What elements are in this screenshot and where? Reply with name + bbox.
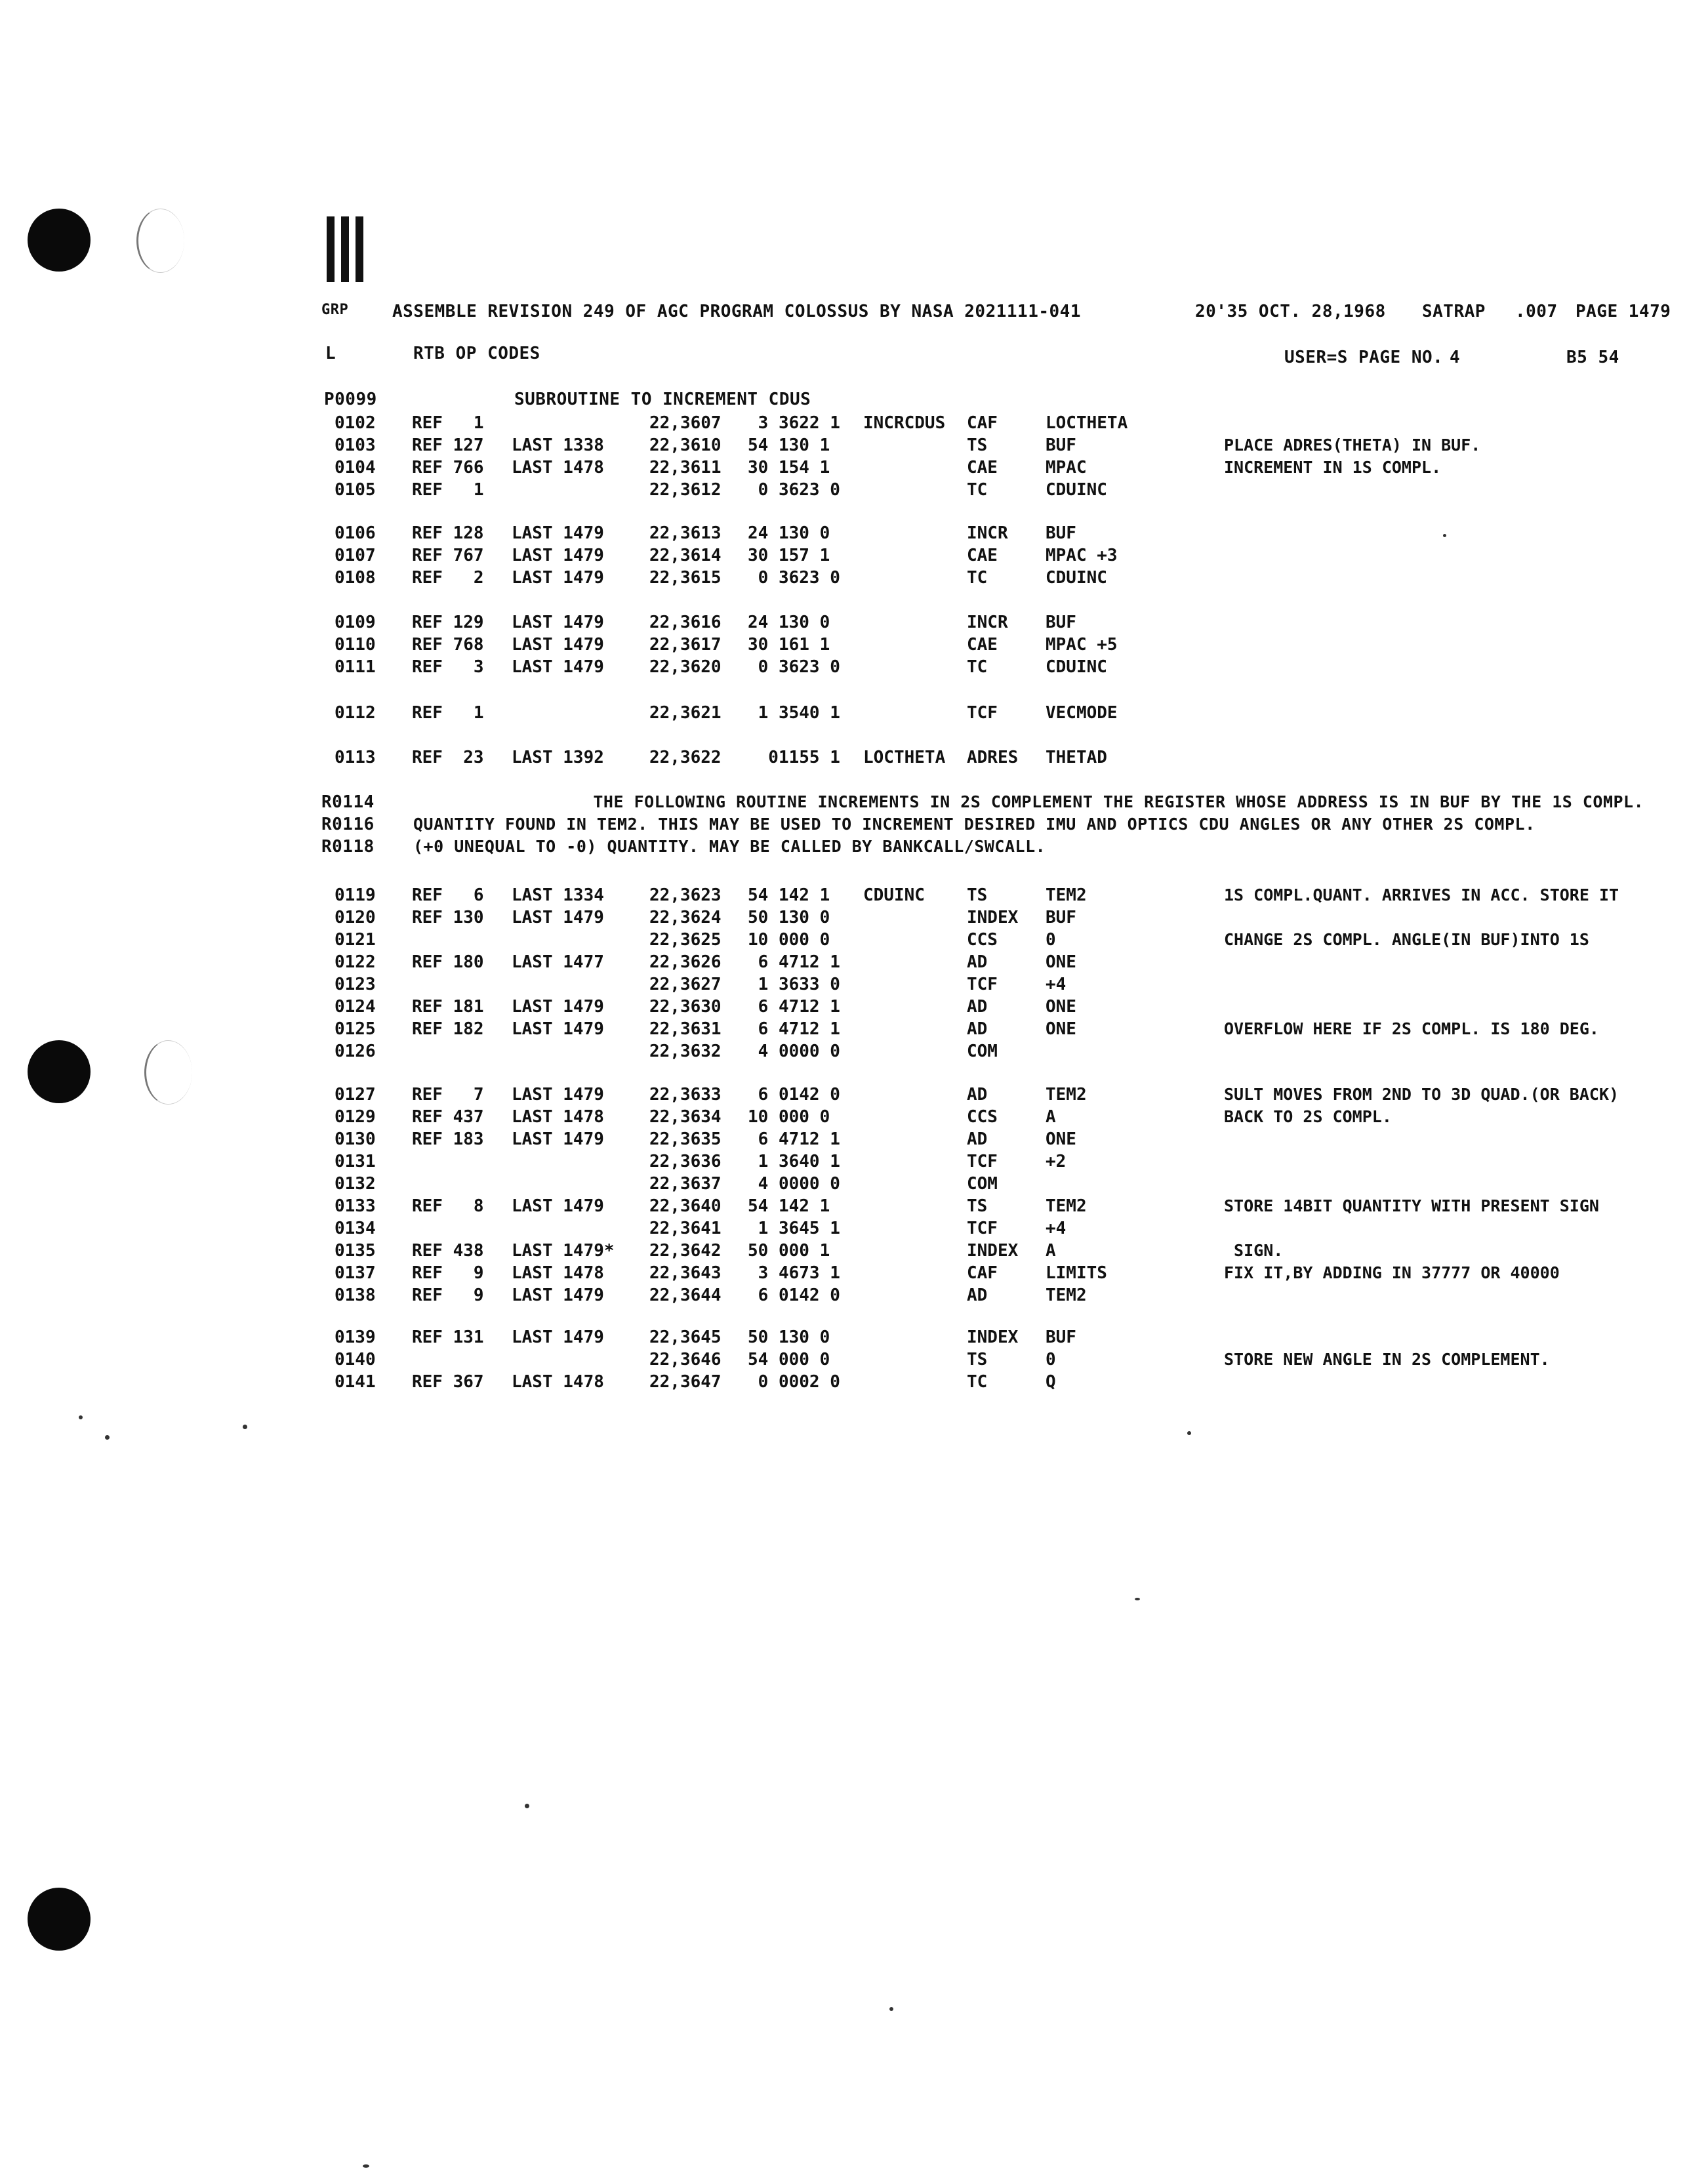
opcode: AD: [967, 997, 988, 1017]
octal-code: 0 0002 0: [748, 1372, 840, 1392]
octal-code: 4 0000 0: [748, 1042, 840, 1061]
address: 22,3643: [649, 1263, 722, 1283]
last-ref: LAST 1478: [512, 1107, 604, 1127]
octal-code: 0 3623 0: [748, 568, 840, 588]
last-ref: LAST 1477: [512, 952, 604, 972]
seq-number: 0108: [335, 568, 376, 588]
comment: OVERFLOW HERE IF 2S COMPL. IS 180 DEG.: [1224, 1019, 1599, 1038]
octal-code: 54 142 1: [748, 1196, 830, 1216]
subheader-title: RTB OP CODES: [413, 344, 540, 363]
ref-count: REF 1: [412, 480, 484, 500]
last-ref: LAST 1479: [512, 568, 604, 588]
remark-id: R0116: [321, 815, 375, 834]
address: 22,3631: [649, 1019, 722, 1039]
comment: 1S COMPL.QUANT. ARRIVES IN ACC. STORE IT: [1224, 885, 1619, 904]
octal-code: 6 4712 1: [748, 997, 840, 1017]
punch-hole-top: [28, 209, 91, 272]
opcode: CAE: [967, 546, 998, 565]
ref-count: REF 767: [412, 546, 484, 565]
opcode: INCR: [967, 523, 1008, 543]
opcode: CAE: [967, 458, 998, 477]
ref-count: REF 7: [412, 1085, 484, 1105]
last-ref: LAST 1479: [512, 523, 604, 543]
opcode: AD: [967, 1019, 988, 1039]
last-ref: LAST 1479: [512, 1085, 604, 1105]
comment: CHANGE 2S COMPL. ANGLE(IN BUF)INTO 1S: [1224, 930, 1589, 949]
octal-code: 3 3622 1: [748, 413, 840, 433]
seq-number: 0102: [335, 413, 376, 433]
seq-number: 0104: [335, 458, 376, 477]
operand: A: [1046, 1241, 1056, 1261]
last-ref: LAST 1479: [512, 1129, 604, 1149]
symbol-label: LOCTHETA: [863, 748, 946, 767]
address: 22,3644: [649, 1286, 722, 1305]
octal-code: 1 3633 0: [748, 975, 840, 994]
user-page-label: USER=S PAGE NO.: [1284, 348, 1444, 367]
octal-code: 6 4712 1: [748, 952, 840, 972]
seq-number: 0105: [335, 480, 376, 500]
symbol-label: INCRCDUS: [863, 413, 946, 433]
ref-count: REF 127: [412, 436, 484, 455]
last-ref: LAST 1479: [512, 1196, 604, 1216]
ref-count: REF 183: [412, 1129, 484, 1149]
address: 22,3647: [649, 1372, 722, 1392]
opcode: TC: [967, 480, 988, 500]
opcode: AD: [967, 952, 988, 972]
ref-count: REF 6: [412, 885, 484, 905]
octal-code: 6 4712 1: [748, 1129, 840, 1149]
operand: MPAC: [1046, 458, 1087, 477]
address: 22,3641: [649, 1219, 722, 1238]
address: 22,3646: [649, 1350, 722, 1370]
opcode: TCF: [967, 703, 998, 723]
seq-number: 0138: [335, 1286, 376, 1305]
seq-number: 0106: [335, 523, 376, 543]
address: 22,3622: [649, 748, 722, 767]
opcode: TCF: [967, 1152, 998, 1171]
operand: ONE: [1046, 997, 1076, 1017]
opcode: TS: [967, 436, 988, 455]
ref-count: REF 1: [412, 413, 484, 433]
opcode: INCR: [967, 613, 1008, 632]
header-system: SATRAP: [1422, 302, 1486, 321]
octal-code: 3 4673 1: [748, 1263, 840, 1283]
seq-number: 0139: [335, 1328, 376, 1347]
address: 22,3632: [649, 1042, 722, 1061]
last-ref: LAST 1479: [512, 546, 604, 565]
operand: TEM2: [1046, 1196, 1087, 1216]
octal-code: 50 130 0: [748, 908, 830, 927]
ref-count: REF 438: [412, 1241, 484, 1261]
seq-number: 0140: [335, 1350, 376, 1370]
operand: +4: [1046, 1219, 1067, 1238]
ref-count: REF 2: [412, 568, 484, 588]
octal-code: 24 130 0: [748, 523, 830, 543]
last-ref: LAST 1479: [512, 1286, 604, 1305]
operand: THETAD: [1046, 748, 1107, 767]
octal-code: 6 0142 0: [748, 1286, 840, 1305]
operand: 0: [1046, 930, 1056, 950]
operand: MPAC +5: [1046, 635, 1118, 655]
punch-hole-shadow-top: [136, 209, 184, 273]
seq-number: 0135: [335, 1241, 376, 1261]
ref-count: REF 128: [412, 523, 484, 543]
operand: +2: [1046, 1152, 1067, 1171]
ref-count: REF 3: [412, 657, 484, 677]
ref-count: REF 8: [412, 1196, 484, 1216]
user-page-number: 4: [1450, 348, 1461, 367]
opcode: TCF: [967, 975, 998, 994]
octal-code: 30 157 1: [748, 546, 830, 565]
last-ref: LAST 1479: [512, 613, 604, 632]
address: 22,3623: [649, 885, 722, 905]
ref-count: REF 182: [412, 1019, 484, 1039]
remark-id: R0114: [321, 792, 375, 812]
operand: VECMODE: [1046, 703, 1118, 723]
opcode: TC: [967, 1372, 988, 1392]
address: 22,3636: [649, 1152, 722, 1171]
octal-code: 24 130 0: [748, 613, 830, 632]
opcode: TC: [967, 657, 988, 677]
seq-number: 0131: [335, 1152, 376, 1171]
address: 22,3626: [649, 952, 722, 972]
comment: STORE 14BIT QUANTITY WITH PRESENT SIGN: [1224, 1196, 1599, 1215]
address: 22,3620: [649, 657, 722, 677]
header-mark: GRP: [321, 302, 349, 318]
seq-number: 0134: [335, 1219, 376, 1238]
last-ref: LAST 1338: [512, 436, 604, 455]
ref-count: REF 131: [412, 1328, 484, 1347]
header-code: .007: [1515, 302, 1558, 321]
ref-count: REF 437: [412, 1107, 484, 1127]
opcode: INDEX: [967, 1328, 1019, 1347]
operand: BUF: [1046, 523, 1076, 543]
operand: ONE: [1046, 1019, 1076, 1039]
octal-code: 1 3640 1: [748, 1152, 840, 1171]
last-ref: LAST 1479*: [512, 1241, 615, 1261]
seq-number: 0119: [335, 885, 376, 905]
operand: A: [1046, 1107, 1056, 1127]
operand: 0: [1046, 1350, 1056, 1370]
comment: SULT MOVES FROM 2ND TO 3D QUAD.(OR BACK): [1224, 1085, 1619, 1104]
header-page: PAGE 1479: [1576, 302, 1671, 321]
seq-number: 0137: [335, 1263, 376, 1283]
address: 22,3624: [649, 908, 722, 927]
comment: BACK TO 2S COMPL.: [1224, 1107, 1392, 1126]
seq-number: 0141: [335, 1372, 376, 1392]
comment: PLACE ADRES(THETA) IN BUF.: [1224, 436, 1481, 455]
last-ref: LAST 1478: [512, 1372, 604, 1392]
operand: BUF: [1046, 908, 1076, 927]
opcode: CAF: [967, 1263, 998, 1283]
last-ref: LAST 1479: [512, 635, 604, 655]
seq-number: 0124: [335, 997, 376, 1017]
address: 22,3635: [649, 1129, 722, 1149]
address: 22,3610: [649, 436, 722, 455]
ref-count: REF 367: [412, 1372, 484, 1392]
comment: STORE NEW ANGLE IN 2S COMPLEMENT.: [1224, 1350, 1550, 1369]
speck: [79, 1415, 83, 1419]
opcode: CAF: [967, 413, 998, 433]
address: 22,3627: [649, 975, 722, 994]
octal-code: 50 000 1: [748, 1241, 830, 1261]
last-ref: LAST 1478: [512, 1263, 604, 1283]
octal-code: 4 0000 0: [748, 1174, 840, 1194]
opcode: AD: [967, 1286, 988, 1305]
seq-number: 0133: [335, 1196, 376, 1216]
operand: TEM2: [1046, 885, 1087, 905]
opcode: TCF: [967, 1219, 998, 1238]
opcode: TS: [967, 885, 988, 905]
header-title: ASSEMBLE REVISION 249 OF AGC PROGRAM COLOSSUS BY NASA 2021111-041: [392, 302, 1081, 321]
octal-code: 6 4712 1: [748, 1019, 840, 1039]
remark-text: QUANTITY FOUND IN TEM2. THIS MAY BE USED TO INCREMENT DESIRED IMU AND OPTICS CDU ANGLES OR ANY OTHER 2S COMPL.: [413, 815, 1535, 834]
seq-number: 0129: [335, 1107, 376, 1127]
address: 22,3640: [649, 1196, 722, 1216]
punch-hole-bottom: [28, 1888, 91, 1951]
octal-code: 0 3623 0: [748, 480, 840, 500]
opcode: COM: [967, 1042, 998, 1061]
seq-number: 0123: [335, 975, 376, 994]
last-ref: LAST 1479: [512, 1019, 604, 1039]
opcode: AD: [967, 1129, 988, 1149]
octal-code: 01155 1: [748, 748, 840, 767]
operand: BUF: [1046, 436, 1076, 455]
address: 22,3621: [649, 703, 722, 723]
remark-text: (+0 UNEQUAL TO -0) QUANTITY. MAY BE CALLED BY BANKCALL/SWCALL.: [413, 837, 1046, 856]
subheader-right-code: B5 54: [1566, 348, 1619, 367]
seq-number: 0127: [335, 1085, 376, 1105]
operand: Q: [1046, 1372, 1056, 1392]
octal-code: 1 3540 1: [748, 703, 840, 723]
speck: [1443, 534, 1446, 537]
operand: LOCTHETA: [1046, 413, 1128, 433]
seq-number: 0110: [335, 635, 376, 655]
address: 22,3633: [649, 1085, 722, 1105]
seq-number: 0113: [335, 748, 376, 767]
speck: [1135, 1598, 1140, 1600]
octal-code: 1 3645 1: [748, 1219, 840, 1238]
ref-count: REF 9: [412, 1263, 484, 1283]
ref-count: REF 180: [412, 952, 484, 972]
opcode: TS: [967, 1350, 988, 1370]
opcode: ADRES: [967, 748, 1019, 767]
seq-number: 0130: [335, 1129, 376, 1149]
opcode: COM: [967, 1174, 998, 1194]
seq-number: 0111: [335, 657, 376, 677]
last-ref: LAST 1478: [512, 458, 604, 477]
section-id: P0099: [324, 390, 377, 409]
speck: [525, 1804, 529, 1808]
last-ref: LAST 1479: [512, 1328, 604, 1347]
opcode: INDEX: [967, 1241, 1019, 1261]
remark-id: R0118: [321, 837, 375, 857]
address: 22,3614: [649, 546, 722, 565]
address: 22,3607: [649, 413, 722, 433]
octal-code: 0 3623 0: [748, 657, 840, 677]
comment: FIX IT,BY ADDING IN 37777 OR 40000: [1224, 1263, 1560, 1282]
subheader-l: L: [325, 344, 336, 363]
last-ref: LAST 1479: [512, 657, 604, 677]
opcode: INDEX: [967, 908, 1019, 927]
address: 22,3616: [649, 613, 722, 632]
ref-count: REF 129: [412, 613, 484, 632]
address: 22,3634: [649, 1107, 722, 1127]
operand: ONE: [1046, 1129, 1076, 1149]
last-ref: LAST 1479: [512, 908, 604, 927]
octal-code: 54 142 1: [748, 885, 830, 905]
seq-number: 0109: [335, 613, 376, 632]
address: 22,3630: [649, 997, 722, 1017]
seq-number: 0121: [335, 930, 376, 950]
address: 22,3613: [649, 523, 722, 543]
address: 22,3617: [649, 635, 722, 655]
address: 22,3625: [649, 930, 722, 950]
operand: TEM2: [1046, 1286, 1087, 1305]
seq-number: 0126: [335, 1042, 376, 1061]
ref-count: REF 130: [412, 908, 484, 927]
speck: [889, 2007, 893, 2011]
octal-code: 54 000 0: [748, 1350, 830, 1370]
octal-code: 30 154 1: [748, 458, 830, 477]
opcode: CAE: [967, 635, 998, 655]
ref-count: REF 768: [412, 635, 484, 655]
seq-number: 0112: [335, 703, 376, 723]
ref-count: REF 766: [412, 458, 484, 477]
octal-code: 10 000 0: [748, 1107, 830, 1127]
seq-number: 0132: [335, 1174, 376, 1194]
comment: SIGN.: [1224, 1241, 1284, 1260]
remark-text: THE FOLLOWING ROUTINE INCREMENTS IN 2S COMPLEMENT THE REGISTER WHOSE ADDRESS IS IN BUF BY THE 1S COMPL.: [420, 792, 1644, 811]
opcode: TS: [967, 1196, 988, 1216]
address: 22,3612: [649, 480, 722, 500]
operand: CDUINC: [1046, 657, 1107, 677]
last-ref: LAST 1479: [512, 997, 604, 1017]
address: 22,3645: [649, 1328, 722, 1347]
operand: BUF: [1046, 613, 1076, 632]
octal-code: 30 161 1: [748, 635, 830, 655]
ref-count: REF 1: [412, 703, 484, 723]
address: 22,3637: [649, 1174, 722, 1194]
last-ref: LAST 1392: [512, 748, 604, 767]
ref-count: REF 9: [412, 1286, 484, 1305]
octal-code: 50 130 0: [748, 1328, 830, 1347]
operand: TEM2: [1046, 1085, 1087, 1105]
opcode: AD: [967, 1085, 988, 1105]
operand: MPAC +3: [1046, 546, 1118, 565]
seq-number: 0103: [335, 436, 376, 455]
speck: [1187, 1431, 1191, 1435]
octal-code: 6 0142 0: [748, 1085, 840, 1105]
operand: +4: [1046, 975, 1067, 994]
speck: [105, 1435, 110, 1440]
seq-number: 0122: [335, 952, 376, 972]
symbol-label: CDUINC: [863, 885, 925, 905]
operand: CDUINC: [1046, 480, 1107, 500]
speck: [243, 1425, 247, 1429]
ref-count: REF 181: [412, 997, 484, 1017]
speck: [363, 2164, 369, 2168]
seq-number: 0125: [335, 1019, 376, 1039]
operand: BUF: [1046, 1328, 1076, 1347]
seq-number: 0107: [335, 546, 376, 565]
octal-code: 54 130 1: [748, 436, 830, 455]
octal-code: 10 000 0: [748, 930, 830, 950]
operand: ONE: [1046, 952, 1076, 972]
header-timestamp: 20'35 OCT. 28,1968: [1195, 302, 1386, 321]
last-ref: LAST 1334: [512, 885, 604, 905]
address: 22,3615: [649, 568, 722, 588]
operand: LIMITS: [1046, 1263, 1107, 1283]
address: 22,3611: [649, 458, 722, 477]
seq-number: 0120: [335, 908, 376, 927]
punch-hole-shadow-middle: [144, 1040, 192, 1105]
operand: CDUINC: [1046, 568, 1107, 588]
ref-count: REF 23: [412, 748, 484, 767]
comment: INCREMENT IN 1S COMPL.: [1224, 458, 1442, 477]
section-title: SUBROUTINE TO INCREMENT CDUS: [514, 390, 811, 409]
opcode: CCS: [967, 930, 998, 950]
opcode: TC: [967, 568, 988, 588]
punch-hole-middle: [28, 1040, 91, 1103]
address: 22,3642: [649, 1241, 722, 1261]
opcode: CCS: [967, 1107, 998, 1127]
